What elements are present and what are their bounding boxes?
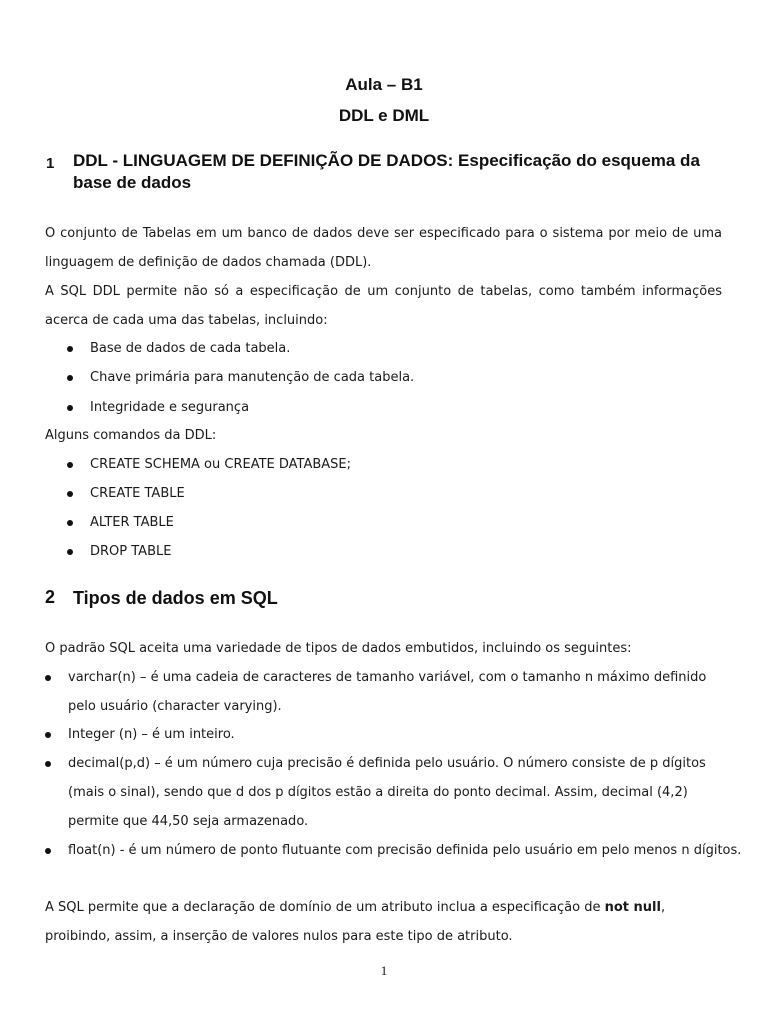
bullet-icon (67, 346, 73, 352)
not-null-keyword: not null (604, 900, 661, 915)
bullet-icon (45, 675, 51, 681)
bullet-icon (67, 491, 73, 497)
list-item: Base de dados de cada tabela. (90, 341, 291, 356)
bullet-icon (67, 462, 73, 468)
page-number: 1 (380, 963, 388, 978)
commands-label: Alguns comandos da DDL: (45, 428, 217, 443)
bullet-icon (45, 732, 51, 738)
bullet-icon (45, 761, 51, 767)
list-item: float(n) - é um número de ponto flutuante com precisão definida pelo usuário em pelo menos n dígitos. (68, 843, 742, 858)
section-2-number: 2 (45, 587, 56, 607)
bullet-icon (67, 549, 73, 555)
section-1-paragraph-2: A SQL DDL permite não só a especificação de um conjunto de tabelas, como também informações acerca de cada uma das tabelas, incluindo: (45, 284, 722, 328)
list-item: Integridade e segurança (90, 400, 250, 415)
list-item: CREATE SCHEMA ou CREATE DATABASE; (90, 457, 352, 472)
list-item: DROP TABLE (90, 544, 172, 559)
section-1-number: 1 (46, 155, 55, 172)
section-1-paragraph-1: O conjunto de Tabelas em um banco de dados deve ser especificado para o sistema por meio de uma linguagem de definição de dados chamada (DDL). (45, 226, 722, 270)
list-item: Integer (n) – é um inteiro. (68, 727, 235, 742)
list-item: varchar(n) – é uma cadeia de caracteres de tamanho variável, com o tamanho n máximo definido pelo usuário (character varying). (68, 670, 707, 714)
document-title: Aula – B1 (345, 75, 423, 94)
closing-text-start: A SQL permite que a declaração de domínio de um atributo inclua a especificação de (45, 900, 605, 915)
bullet-icon (45, 848, 51, 854)
section-1-title: DDL - LINGUAGEM DE DEFINIÇÃO DE DADOS: Especificação do esquema da base de dados (73, 151, 700, 192)
list-item: CREATE TABLE (90, 486, 185, 501)
bullet-icon (67, 405, 73, 411)
closing-text-end: , proibindo, assim, a inserção de valores nulos para este tipo de atributo. (45, 900, 666, 944)
list-item: ALTER TABLE (90, 515, 174, 530)
section-2-title: Tipos de dados em SQL (73, 588, 278, 608)
section-2-intro: O padrão SQL aceita uma variedade de tipos de dados embutidos, incluindo os seguintes: (45, 641, 632, 656)
bullet-icon (67, 375, 73, 381)
bullet-icon (67, 520, 73, 526)
document-subtitle: DDL e DML (338, 106, 430, 125)
section-2-closing-paragraph (45, 893, 705, 951)
list-item: Chave primária para manutenção de cada tabela. (90, 370, 415, 385)
list-item: decimal(p,d) – é um número cuja precisão é definida pelo usuário. O número consiste de p dígitos (mais o sinal), sendo que d dos p dígitos estão a direita do ponto decimal. Assim, decimal (4,2) permite que 44,50 seja armazenado. (68, 756, 706, 829)
